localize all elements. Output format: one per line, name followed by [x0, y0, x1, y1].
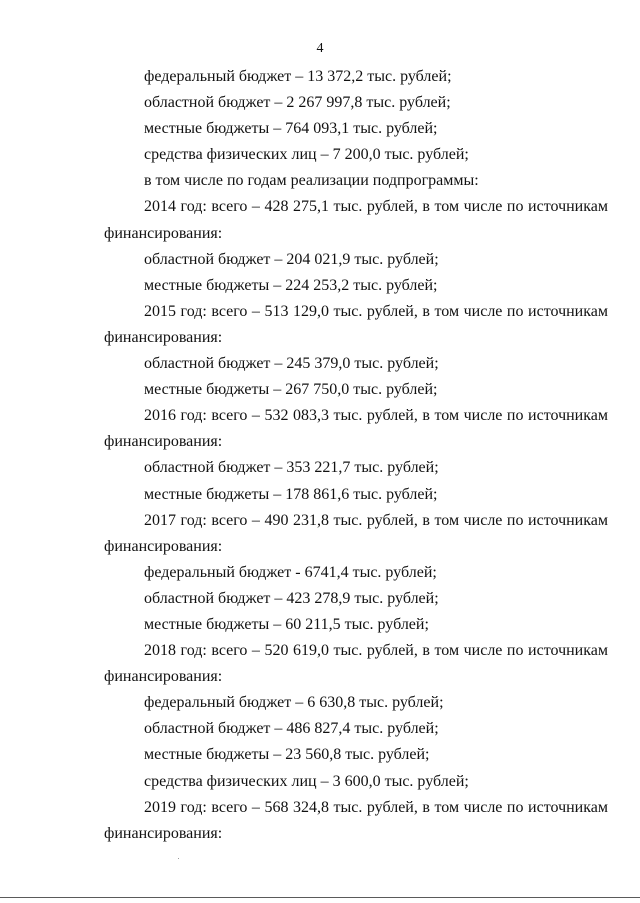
text-line: в том числе по годам реализации подпрограммы:	[144, 172, 479, 190]
text-line: областной бюджет – 245 379,0 тыс. рублей;	[144, 355, 439, 373]
text-line-continuation: финансирования:	[104, 537, 223, 555]
text-line: федеральный бюджет – 6 630,8 тыс. рублей;	[144, 694, 444, 712]
page-bottom-edge	[0, 897, 640, 898]
text-line: средства физических лиц – 3 600,0 тыс. рублей;	[144, 772, 469, 790]
text-line: местные бюджеты – 60 211,5 тыс. рублей;	[144, 615, 429, 633]
text-line: местные бюджеты – 267 750,0 тыс. рублей;	[144, 381, 438, 399]
text-line: областной бюджет – 486 827,4 тыс. рублей;	[144, 720, 439, 738]
text-line: местные бюджеты – 23 560,8 тыс. рублей;	[144, 746, 430, 764]
text-line: областной бюджет – 204 021,9 тыс. рублей;	[144, 250, 439, 268]
text-line: областной бюджет – 353 221,7 тыс. рублей;	[144, 459, 439, 477]
text-line-continuation: финансирования:	[104, 224, 223, 242]
text-line-continuation: финансирования:	[104, 668, 223, 686]
year-total-line: 2019 год: всего – 568 324,8 тыс. рублей, в том числе по источникам	[144, 798, 608, 816]
year-total-line: 2016 год: всего – 532 083,3 тыс. рублей, в том числе по источникам	[144, 407, 608, 425]
text-line: областной бюджет – 423 278,9 тыс. рублей;	[144, 589, 439, 607]
document-body	[104, 64, 608, 847]
year-total-line: 2017 год: всего – 490 231,8 тыс. рублей, в том числе по источникам	[144, 511, 608, 529]
year-total-line: 2018 год: всего – 520 619,0 тыс. рублей, в том числе по источникам	[144, 642, 608, 660]
text-line-continuation: финансирования:	[104, 433, 223, 451]
text-line: средства физических лиц – 7 200,0 тыс. рублей;	[144, 146, 469, 164]
text-line: местные бюджеты – 178 861,6 тыс. рублей;	[144, 485, 438, 503]
text-line: местные бюджеты – 224 253,2 тыс. рублей;	[144, 276, 438, 294]
text-line: местные бюджеты – 764 093,1 тыс. рублей;	[144, 120, 438, 138]
text-line-continuation: финансирования:	[104, 328, 223, 346]
year-total-line: 2015 год: всего – 513 129,0 тыс. рублей, в том числе по источникам	[144, 302, 608, 320]
text-line: федеральный бюджет - 6741,4 тыс. рублей;	[144, 563, 437, 581]
text-line-continuation: финансирования:	[104, 824, 223, 842]
page-number: 4	[316, 41, 324, 56]
text-line: областной бюджет – 2 267 997,8 тыс. рублей;	[144, 94, 451, 112]
text-line: федеральный бюджет – 13 372,2 тыс. рублей;	[144, 68, 452, 85]
scan-speck	[178, 858, 179, 859]
year-total-line: 2014 год: всего – 428 275,1 тыс. рублей, в том числе по источникам	[144, 198, 608, 216]
